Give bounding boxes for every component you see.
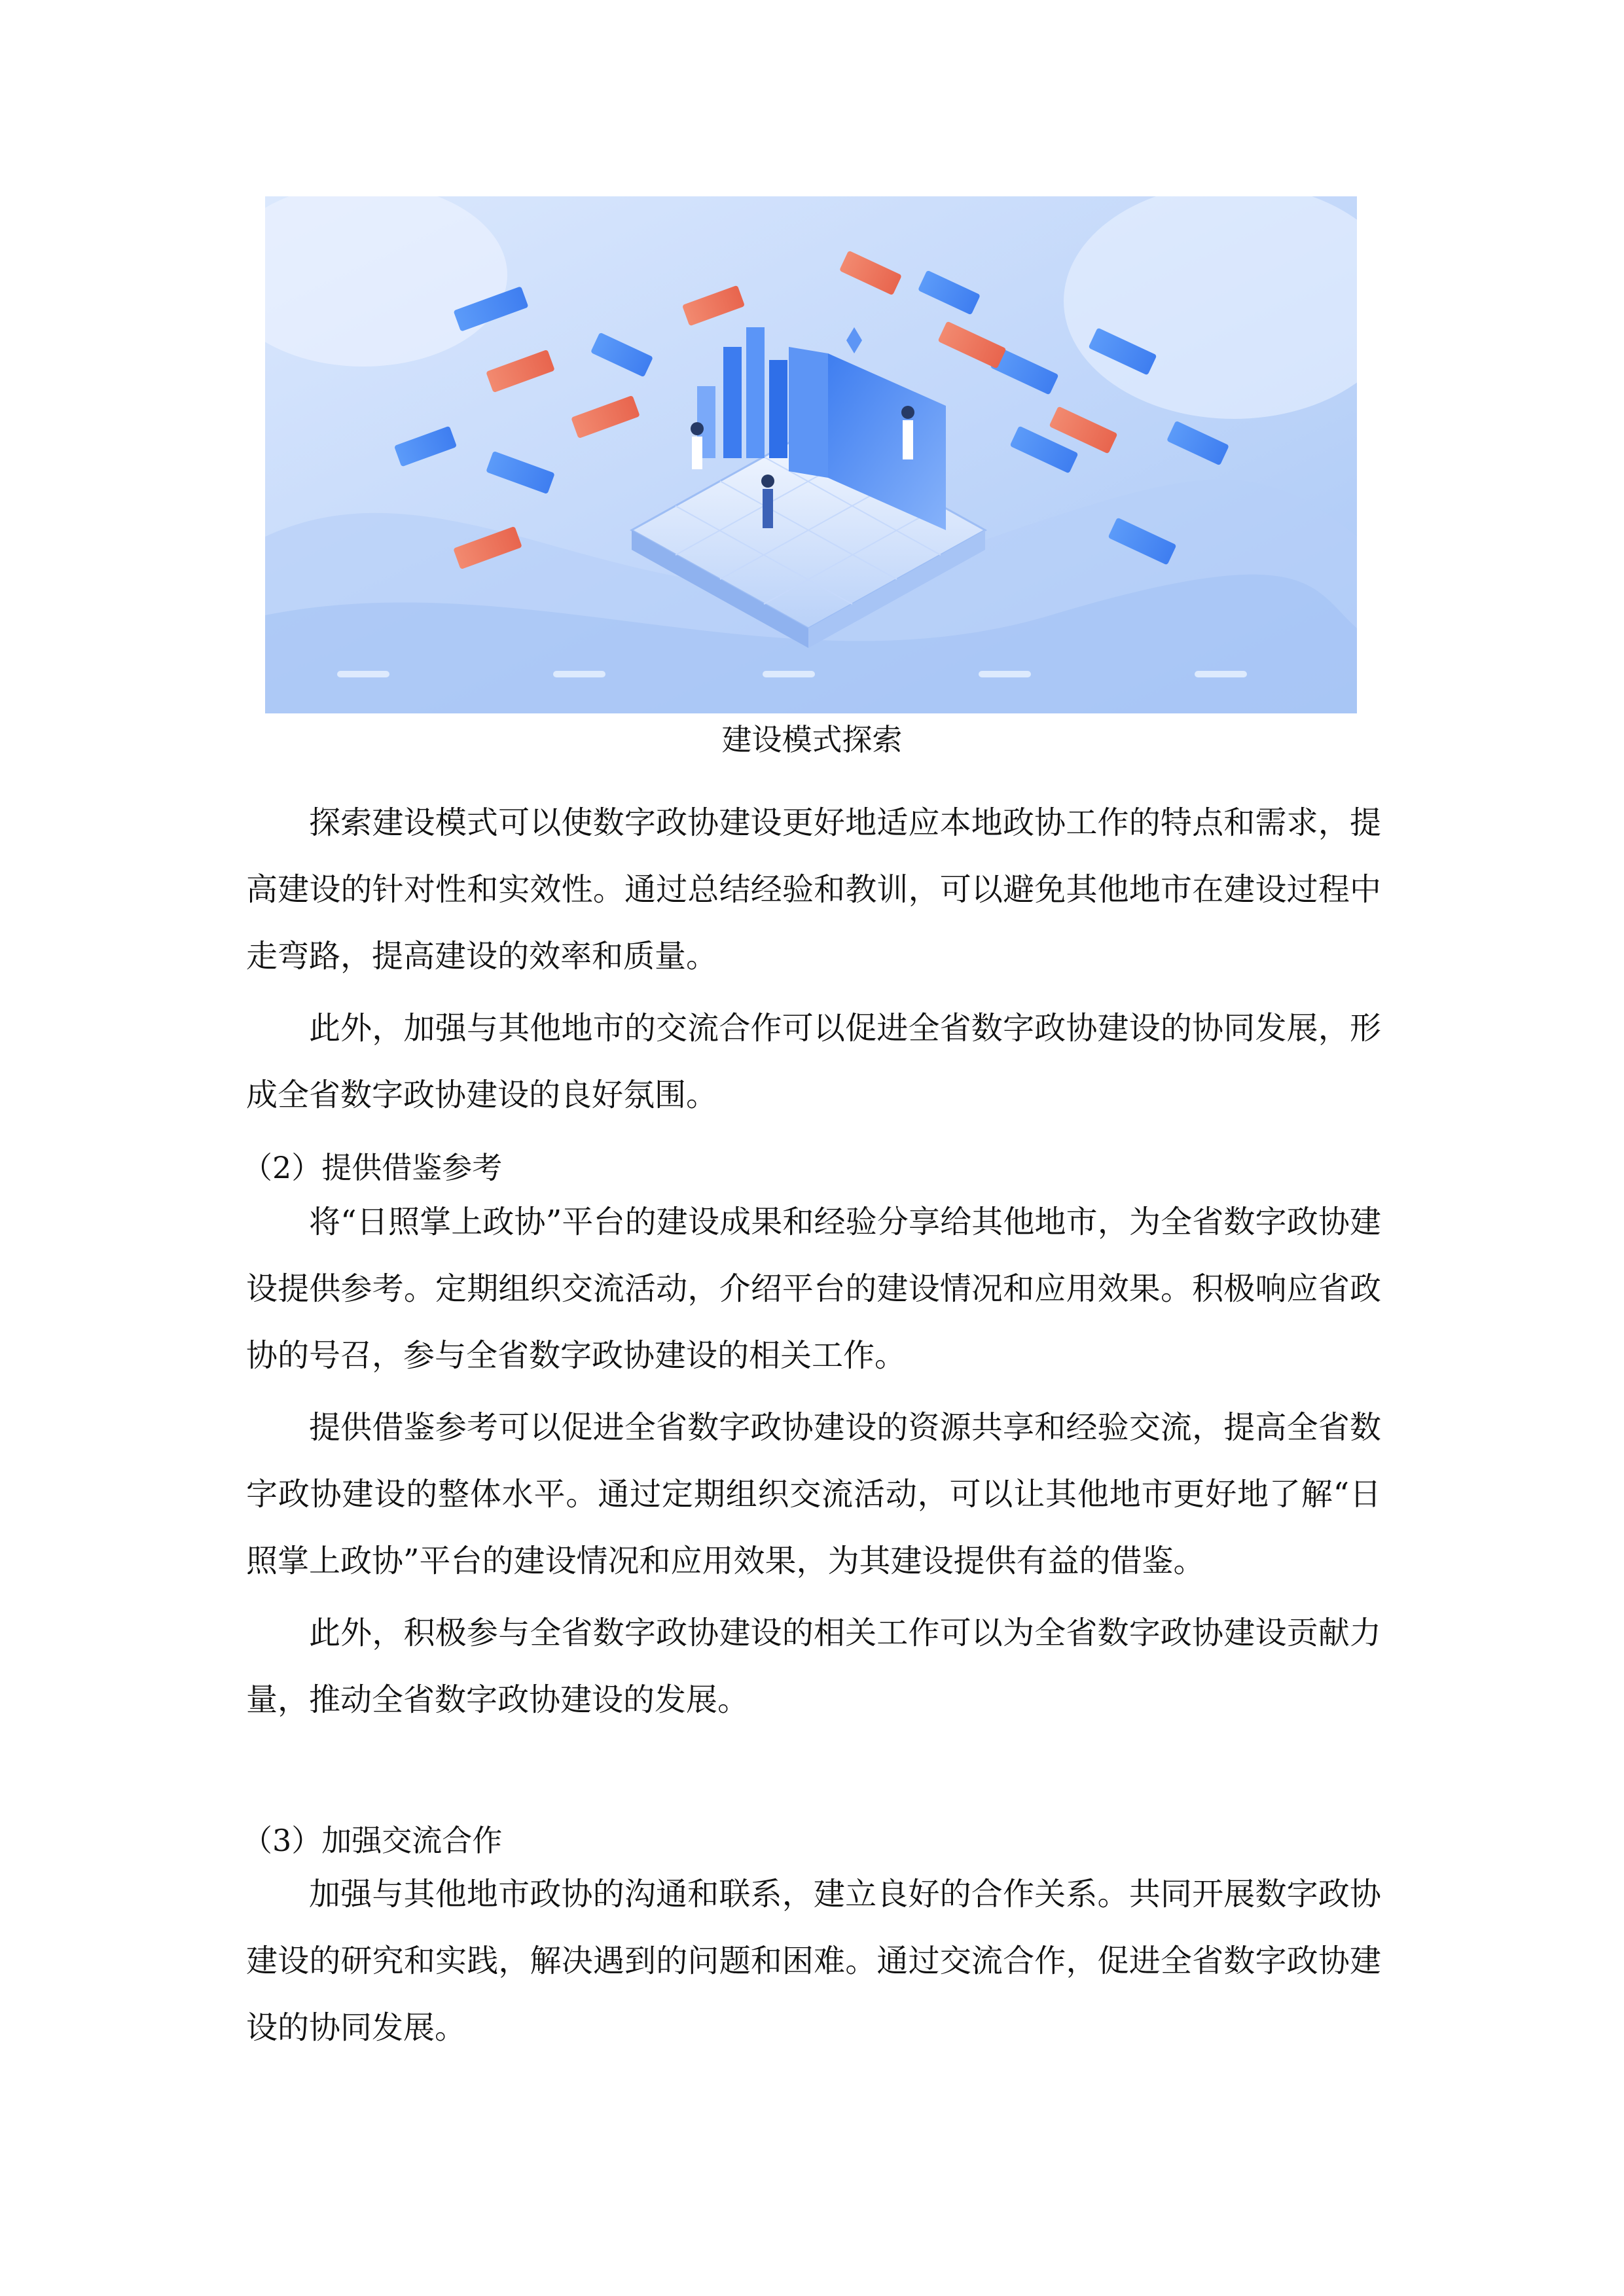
- digital-platform-illustration: [265, 196, 1357, 713]
- paragraph: 探索建设模式可以使数字政协建设更好地适应本地政协工作的特点和需求，提高建设的针对性和实效性。通过总结经验和教训，可以避免其他地市在建设过程中走弯路，提高建设的效率和质量。: [246, 804, 1381, 975]
- paragraph: 此外，加强与其他地市的交流合作可以促进全省数字政协建设的协同发展，形成全省数字政协建设的良好氛围。: [246, 1010, 1381, 1113]
- paragraph: 提供借鉴参考可以促进全省数字政协建设的资源共享和经验交流，提高全省数字政协建设的整体水平。通过定期组织交流活动，可以让其他地市更好地了解“日照掌上政协”平台的建设情况和应用效果，为其建设提供有益的借鉴。: [246, 1409, 1381, 1579]
- paragraph: 加强与其他地市政协的沟通和联系，建立良好的合作关系。共同开展数字政协建设的研究和实践，解决遇到的问题和困难。通过交流合作，促进全省数字政协建设的协同发展。: [246, 1876, 1381, 2046]
- section-heading: （2）提供借鉴参考: [242, 1150, 503, 1185]
- body-block-2: [246, 1189, 1381, 1733]
- body-block-3: [246, 1861, 1381, 2061]
- paragraph: 将“日照掌上政协”平台的建设成果和经验分享给其他地市，为全省数字政协建设提供参考。定期组织交流活动，介绍平台的建设情况和应用效果。积极响应省政协的号召，参与全省数字政协建设的相关工作。: [246, 1204, 1381, 1374]
- paragraph: 此外，积极参与全省数字政协建设的相关工作可以为全省数字政协建设贡献力量，推动全省数字政协建设的发展。: [246, 1615, 1381, 1718]
- section-heading: （3）加强交流合作: [242, 1823, 503, 1858]
- figure-caption: 建设模式探索: [721, 722, 903, 757]
- body-block-1: [246, 789, 1381, 1128]
- illustration: [265, 196, 1357, 713]
